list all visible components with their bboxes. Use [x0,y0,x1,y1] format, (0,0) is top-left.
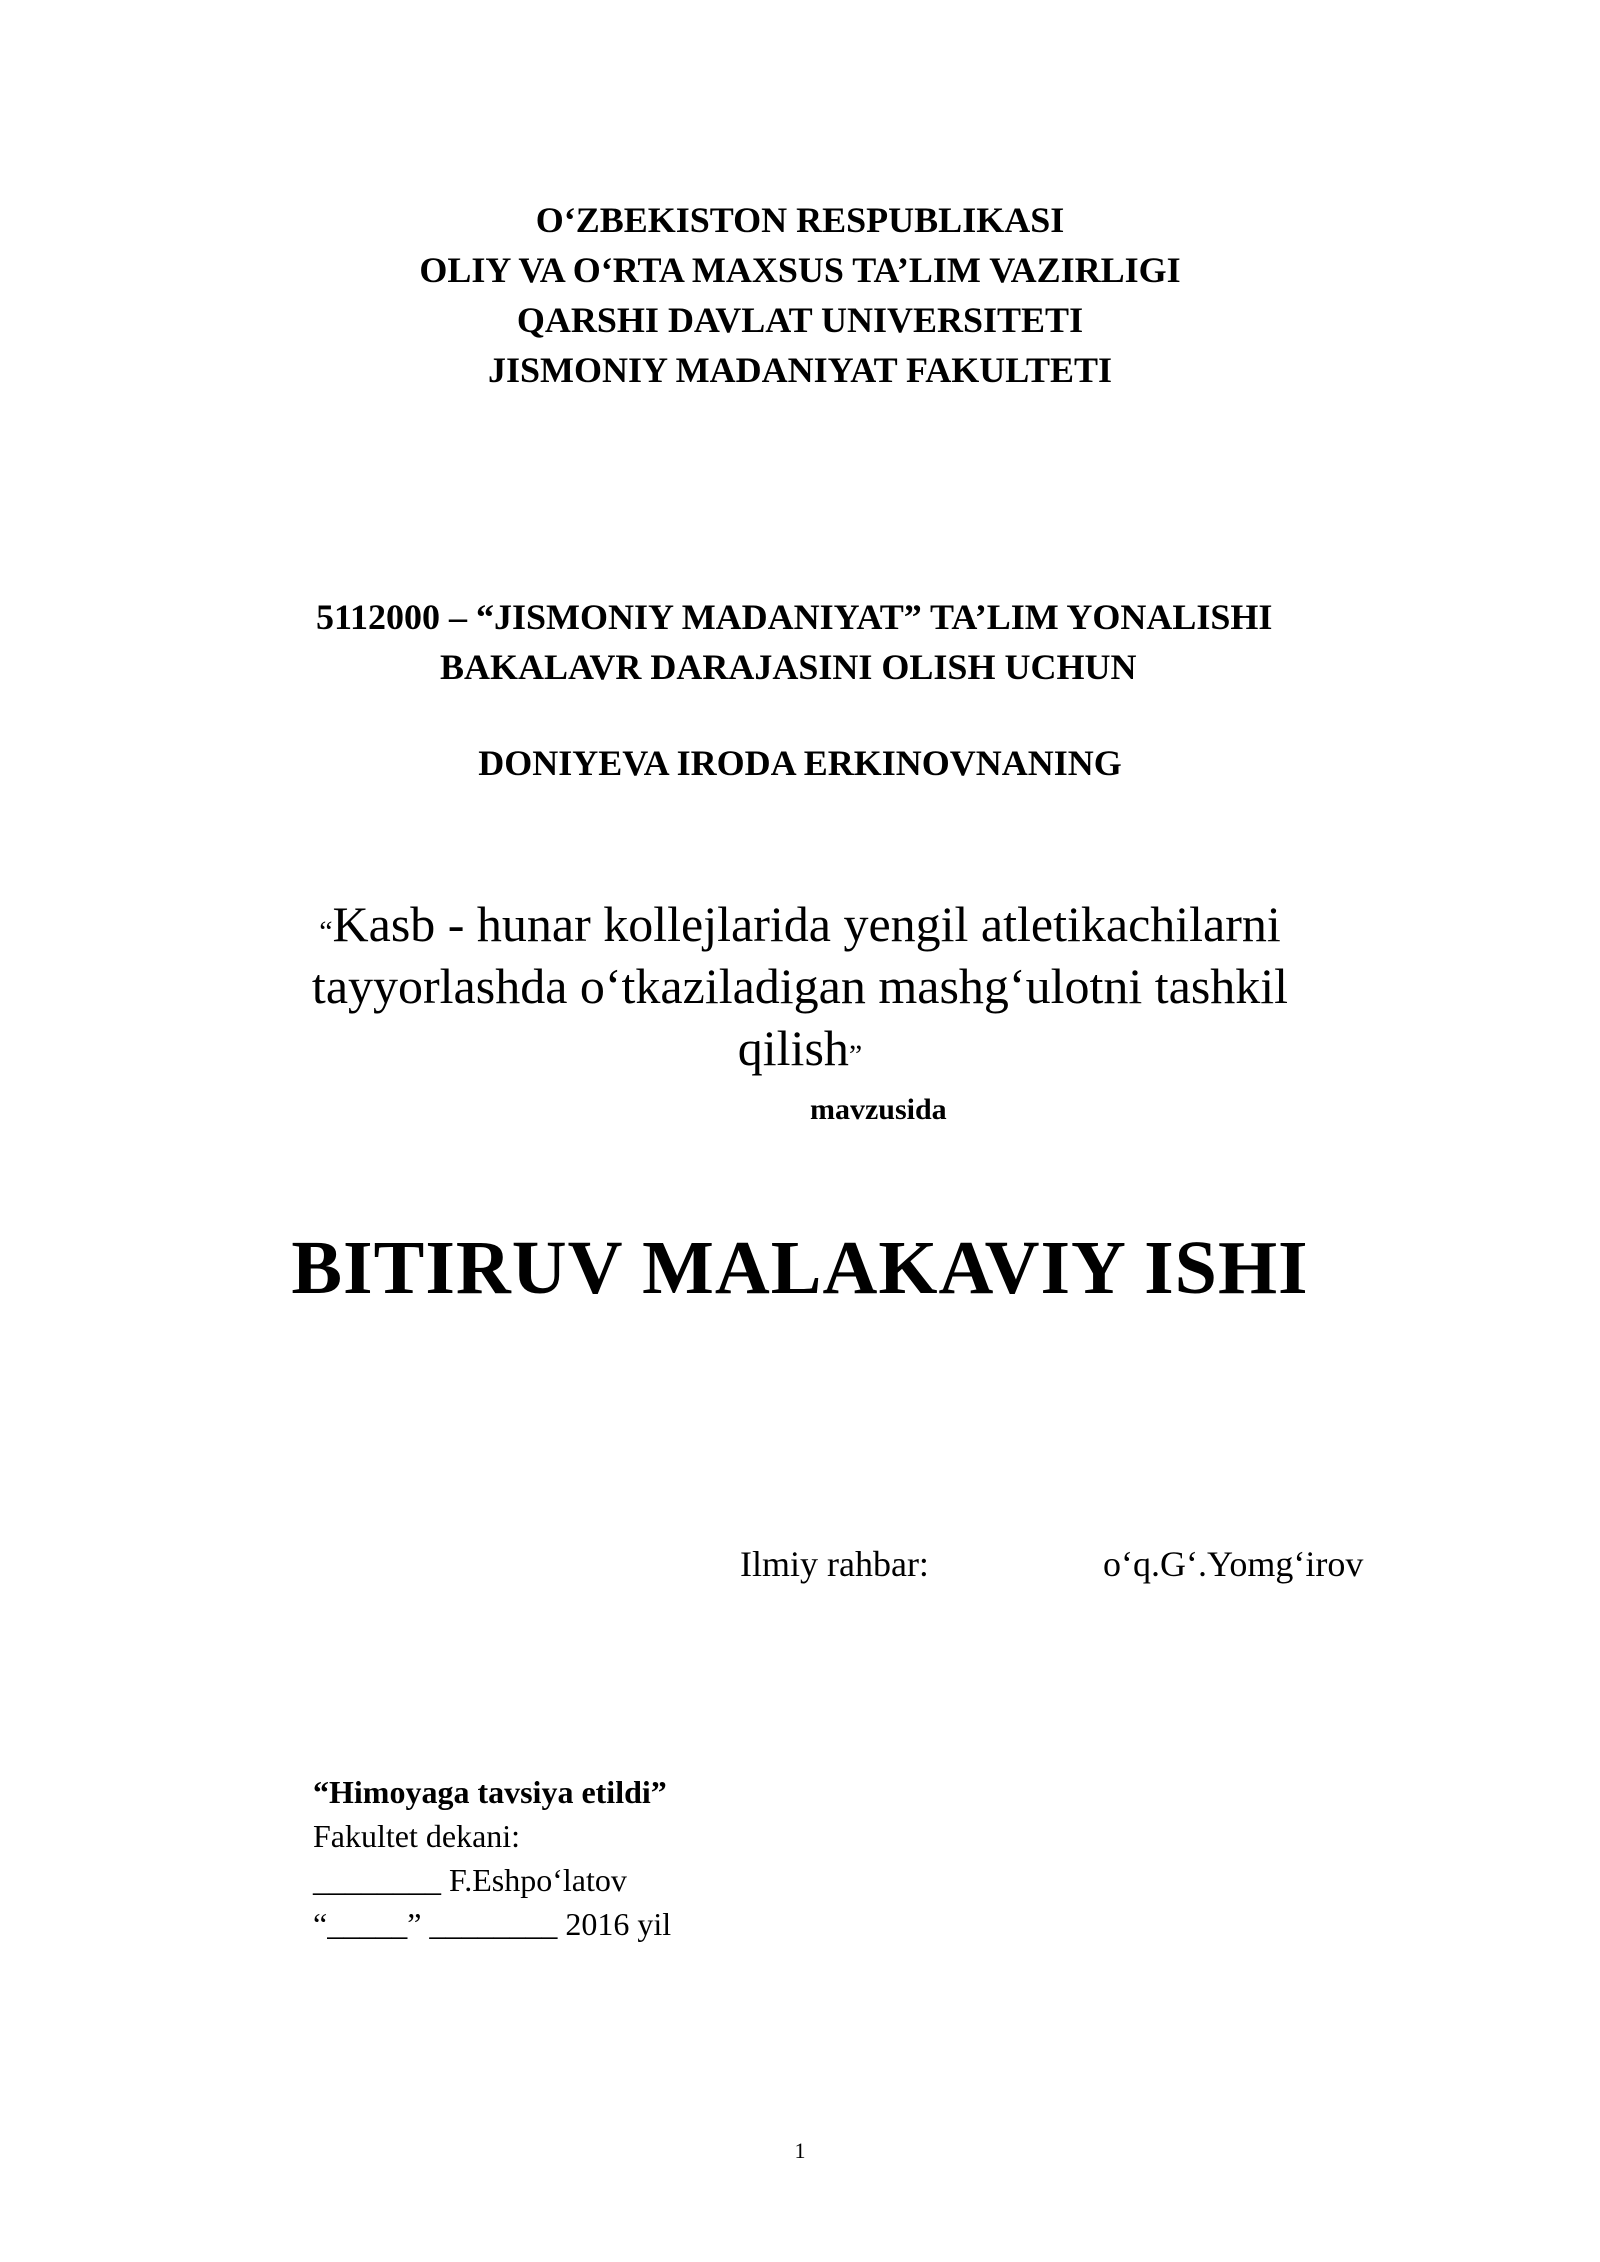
header-university: QARSHI DAVLAT UNIVERSITETI [516,300,1084,340]
topic-line-3 [0,1017,1600,1087]
approval-role: Fakultet dekani: [313,1818,521,1854]
header-ministry: OLIY VA O‘RTA MAXSUS TA’LIM VAZIRLIGI [419,250,1181,290]
topic-text-1: Kasb - hunar kollejlarida yengil atletikachilarni [332,896,1281,952]
author-name: DONIYEVA IRODA ERKINOVNANING [478,743,1122,783]
topic-open-quote: “ [319,915,333,948]
supervisor-label: Ilmiy rahbar: [740,1544,929,1584]
approval-signature-line: ________ F.Eshpo‘latov [313,1862,627,1898]
page-number: 1 [794,2138,806,2163]
topic-line-1 [0,893,1600,963]
topic-suffix: mavzusida [810,1093,947,1126]
degree-line: BAKALAVR DARAJASINI OLISH UCHUN [440,647,1137,687]
header-country: O‘ZBEKISTON RESPUBLIKASI [535,200,1065,240]
topic-line-2: tayyorlashda o‘tkaziladigan mashg‘ulotni tashkil [311,958,1289,1014]
topic-text-3: qilish [737,1020,849,1076]
supervisor-name: o‘q.G‘.Yomg‘irov [1103,1544,1364,1584]
approval-date-line: “_____” ________ 2016 yil [313,1906,672,1942]
work-title: BITIRUV MALAKAVIY ISHI [291,1226,1309,1310]
header-faculty: JISMONIY MADANIYAT FAKULTETI [487,350,1113,390]
topic-close-quote: ” [848,1039,863,1072]
program-line: 5112000 – “JISMONIY MADANIYAT” TA’LIM YONALISHI [316,597,1273,637]
approval-recommendation: “Himoyaga tavsiya etildi” [313,1774,667,1810]
